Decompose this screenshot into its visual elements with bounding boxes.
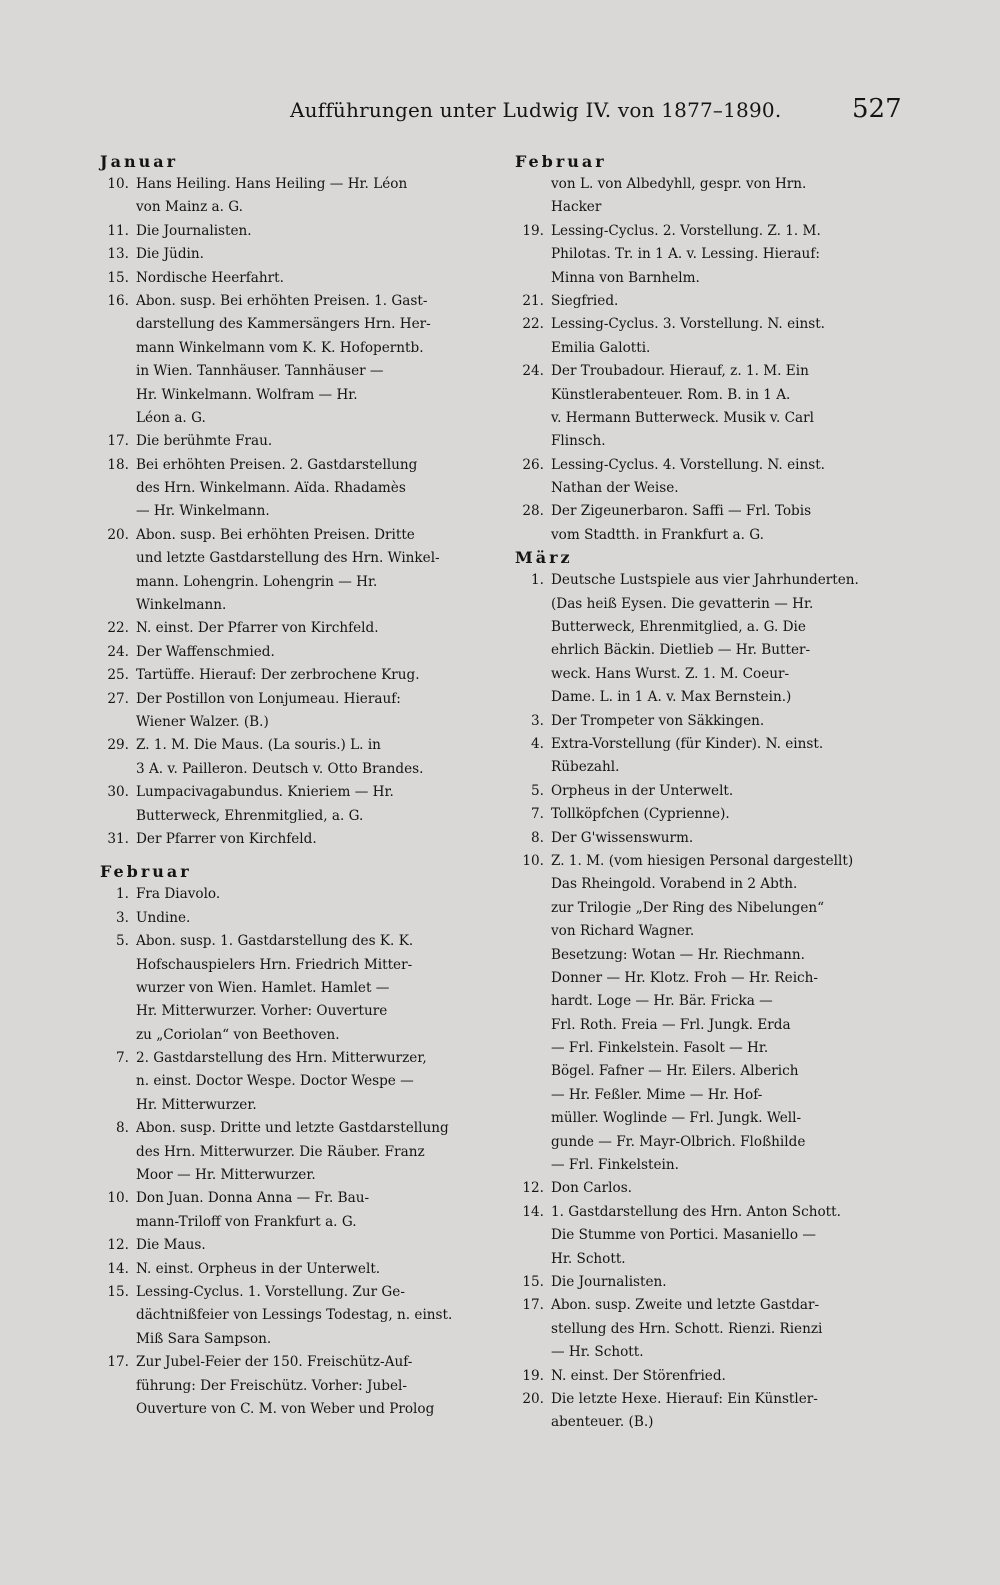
performance-entry (100, 524, 492, 618)
entry-text-line: Bei erhöhten Preisen. 2. Gastdarstellung (136, 456, 418, 473)
performance-entry (100, 883, 492, 906)
performance-entry (515, 1177, 911, 1200)
entry-text-line: Der Troubadour. Hierauf, z. 1. M. Ein (551, 363, 809, 380)
entry-text-line: Abon. susp. Dritte und letzte Gastdarstellung (136, 1120, 449, 1137)
entry-date-number: 10. (522, 852, 544, 869)
entry-text-line: Lessing-Cyclus. 1. Vorstellung. Zur Ge- (136, 1283, 405, 1300)
entry-date-number: 10. (107, 1190, 129, 1207)
entry-text-line: Der Trompeter von Säkkingen. (551, 712, 765, 729)
performance-entry (100, 430, 492, 453)
entry-date-number: 14. (107, 1260, 129, 1277)
performance-entry (100, 641, 492, 664)
entry-text-line: 3 A. v. Pailleron. Deutsch v. Otto Brandes. (136, 760, 424, 777)
performance-entry (515, 173, 911, 220)
entry-date-number: 22. (522, 316, 544, 333)
performance-entry (100, 1258, 492, 1281)
performance-entry (515, 803, 911, 826)
entry-text-line: Orpheus in der Unterwelt. (551, 782, 734, 799)
entry-text-line: — Frl. Finkelstein. Fasolt — Hr. (551, 1040, 769, 1057)
entry-date-number: 30. (107, 784, 129, 801)
entry-text-line: Winkelmann. (136, 597, 227, 614)
entry-text-line: Die Stumme von Portici. Masaniello — (551, 1227, 816, 1244)
entry-date-number: 24. (107, 643, 129, 660)
entry-text-line: Der G'wissenswurm. (551, 829, 694, 846)
entry-text-line: n. einst. Doctor Wespe. Doctor Wespe — (136, 1073, 414, 1090)
entry-text-line: des Hrn. Winkelmann. Aïda. Rhadamès (136, 480, 406, 497)
entry-date-number: 14. (522, 1203, 544, 1220)
entry-text-line: von Mainz a. G. (136, 199, 243, 216)
entry-date-number: 11. (107, 222, 129, 239)
entry-date-number: 24. (522, 363, 544, 380)
entry-text-line: Moor — Hr. Mitterwurzer. (136, 1167, 316, 1184)
entry-date-number: 16. (107, 292, 129, 309)
entry-date-number: 5. (531, 782, 544, 799)
entry-text-line: N. einst. Orpheus in der Unterwelt. (136, 1260, 381, 1277)
entry-text-line: weck. Hans Wurst. Z. 1. M. Coeur- (551, 665, 790, 682)
entry-text-line: Rübezahl. (551, 759, 620, 776)
entry-text-line: Z. 1. M. (vom hiesigen Personal dargestellt) (551, 852, 854, 869)
entry-text-line: Z. 1. M. Die Maus. (La souris.) L. in (136, 737, 381, 754)
performance-entry (515, 313, 911, 360)
entry-text-line: Die berühmte Frau. (136, 433, 273, 450)
performance-entry (515, 569, 911, 709)
entry-text-line: Die Jüdin. (136, 246, 204, 263)
entry-text-line: Emilia Galotti. (551, 339, 651, 356)
entry-text-line: Hans Heiling. Hans Heiling — Hr. Léon (136, 176, 408, 192)
entry-text-line: Lessing-Cyclus. 2. Vorstellung. Z. 1. M. (551, 222, 821, 239)
entry-date-number: 3. (531, 712, 544, 729)
performance-entry (515, 1201, 911, 1271)
entry-text-line: führung: Der Freischütz. Vorher: Jubel- (136, 1377, 407, 1394)
entry-date-number: 28. (522, 503, 544, 520)
entry-date-number: 5. (116, 933, 129, 950)
entry-date-number: 7. (531, 806, 544, 823)
entry-text-line: Fra Diavolo. (136, 886, 221, 903)
performance-entry (100, 1047, 492, 1117)
entry-date-number: 17. (522, 1297, 544, 1314)
entry-text-line: Ouverture von C. M. von Weber und Prolog (136, 1400, 435, 1417)
entry-text-line: Hacker (551, 199, 602, 216)
entry-date-number: 10. (107, 176, 129, 192)
performance-entry (515, 500, 911, 547)
entry-text-line: Lessing-Cyclus. 3. Vorstellung. N. einst. (551, 316, 825, 333)
entry-date-number: 12. (107, 1237, 129, 1254)
performance-entry (515, 733, 911, 780)
entry-text-line: dächtnißfeier von Lessings Todestag, n. einst. (136, 1307, 453, 1324)
performance-entry (100, 290, 492, 430)
entry-text-line: Die Journalisten. (551, 1273, 667, 1290)
month-heading: März (515, 548, 573, 568)
entry-text-line: Der Pfarrer von Kirchfeld. (136, 830, 317, 847)
entry-date-number: 7. (116, 1050, 129, 1067)
entry-text-line: Butterweck, Ehrenmitglied, a. G. (136, 807, 364, 824)
entry-text-line: wurzer von Wien. Hamlet. Hamlet — (136, 979, 390, 996)
performance-entry (515, 360, 911, 454)
entry-text-line: Don Juan. Donna Anna — Fr. Bau- (136, 1190, 370, 1207)
entry-text-line: Butterweck, Ehrenmitglied, a. G. Die (551, 619, 806, 636)
month-heading: Januar (100, 152, 178, 171)
entry-text-line: Hofschauspielers Hrn. Friedrich Mitter- (136, 956, 413, 973)
entry-text-line: des Hrn. Mitterwurzer. Die Räuber. Franz (136, 1143, 425, 1160)
entry-text-line: Hr. Schott. (551, 1250, 626, 1267)
performance-entry (515, 827, 911, 850)
entry-text-line: mann Winkelmann vom K. K. Hofoperntb. (136, 339, 424, 356)
performance-entry (100, 907, 492, 930)
performance-entry (100, 173, 492, 220)
entry-text-line: hardt. Loge — Hr. Bär. Fricka — (551, 993, 773, 1010)
entry-text-line: Miß Sara Sampson. (136, 1330, 272, 1347)
entry-text-line: zu „Coriolan“ von Beethoven. (136, 1026, 340, 1043)
performance-entry (515, 1365, 911, 1388)
entry-text-line: in Wien. Tannhäuser. Tannhäuser — (136, 363, 384, 380)
entry-date-number: 29. (107, 737, 129, 754)
entry-date-number: 19. (522, 222, 544, 239)
entry-text-line: von L. von Albedyhll, gespr. von Hrn. (551, 176, 807, 192)
performance-entry (515, 1271, 911, 1294)
entry-text-line: Die Journalisten. (136, 222, 252, 239)
entry-date-number: 1. (531, 572, 544, 589)
entry-text-line: Der Waffenschmied. (136, 643, 275, 660)
performance-entry (100, 688, 492, 735)
entry-text-line: gunde — Fr. Mayr-Olbrich. Floßhilde (551, 1133, 806, 1150)
entry-date-number: 4. (531, 735, 544, 752)
entry-text-line: Donner — Hr. Klotz. Froh — Hr. Reich- (551, 969, 819, 986)
entry-text-line: v. Hermann Butterweck. Musik v. Carl (551, 409, 814, 426)
entry-text-line: Tollköpfchen (Cyprienne). (551, 806, 730, 823)
entry-text-line: (Das heiß Eysen. Die gevatterin — Hr. (551, 595, 814, 612)
entry-date-number: 20. (522, 1390, 544, 1407)
entry-text-line: N. einst. Der Störenfried. (551, 1367, 726, 1384)
entry-text-line: N. einst. Der Pfarrer von Kirchfeld. (136, 620, 379, 637)
entry-text-line: Bögel. Fafner — Hr. Eilers. Alberich (551, 1063, 799, 1080)
entry-text-line: Abon. susp. 1. Gastdarstellung des K. K. (136, 933, 414, 950)
performance-entry (515, 710, 911, 733)
entry-date-number: 13. (107, 246, 129, 263)
entry-text-line: Tartüffe. Hierauf: Der zerbrochene Krug. (136, 667, 420, 684)
month-heading: Februar (515, 152, 607, 171)
performance-entry (100, 781, 492, 828)
entry-text-line: Extra-Vorstellung (für Kinder). N. einst. (551, 735, 824, 752)
entry-date-number: 17. (107, 433, 129, 450)
entry-text-line: Flinsch. (551, 433, 606, 450)
entry-text-line: zur Trilogie „Der Ring des Nibelungen“ (551, 899, 825, 916)
entry-text-line: 1. Gastdarstellung des Hrn. Anton Schott. (551, 1203, 841, 1220)
entry-text-line: und letzte Gastdarstellung des Hrn. Winkel- (136, 550, 440, 567)
performance-entry (515, 220, 911, 290)
entry-text-line: Wiener Walzer. (B.) (136, 713, 269, 730)
performance-entry (100, 930, 492, 1047)
entry-text-line: müller. Woglinde — Frl. Jungk. Well- (551, 1110, 802, 1127)
entry-text-line: Dame. L. in 1 A. v. Max Bernstein.) (551, 689, 792, 706)
entry-text-line: mann-Triloff von Frankfurt a. G. (136, 1213, 357, 1230)
entry-date-number: 17. (107, 1354, 129, 1371)
performance-entry (100, 267, 492, 290)
entry-text-line: — Hr. Schott. (551, 1344, 644, 1361)
performance-entry (100, 1281, 492, 1351)
entry-text-line: ehrlich Bäckin. Dietlieb — Hr. Butter- (551, 642, 811, 659)
entry-date-number: 8. (116, 1120, 129, 1137)
entry-text-line: Hr. Winkelmann. Wolfram — Hr. (136, 386, 358, 403)
performance-entry (100, 734, 492, 781)
entry-text-line: darstellung des Kammersängers Hrn. Her- (136, 316, 431, 333)
entry-text-line: stellung des Hrn. Schott. Rienzi. Rienzi (551, 1320, 823, 1337)
entry-text-line: Lessing-Cyclus. 4. Vorstellung. N. einst. (551, 456, 825, 473)
running-title: Aufführungen unter Ludwig IV. von 1877–1890. (290, 98, 782, 122)
entry-date-number: 27. (107, 690, 129, 707)
entry-text-line: Besetzung: Wotan — Hr. Riechmann. (551, 946, 805, 963)
entry-date-number: 21. (522, 292, 544, 309)
performance-entry (515, 1388, 911, 1435)
entry-text-line: — Frl. Finkelstein. (551, 1157, 679, 1174)
performance-entry (100, 1234, 492, 1257)
entry-date-number: 15. (107, 269, 129, 286)
entry-date-number: 15. (107, 1283, 129, 1300)
entry-date-number: 1. (116, 886, 129, 903)
entry-text-line: Künstlerabenteuer. Rom. B. in 1 A. (551, 386, 791, 403)
performance-entry (515, 780, 911, 803)
performance-entry (515, 290, 911, 313)
entry-text-line: — Hr. Feßler. Mime — Hr. Hof- (551, 1086, 763, 1103)
entry-text-line: Nathan der Weise. (551, 480, 679, 497)
entry-text-line: Philotas. Tr. in 1 A. v. Lessing. Hierauf: (551, 246, 820, 263)
entry-text-line: Zur Jubel-Feier der 150. Freischütz-Auf- (136, 1354, 413, 1371)
entry-text-line: vom Stadtth. in Frankfurt a. G. (551, 526, 764, 543)
entry-date-number: 8. (531, 829, 544, 846)
entry-date-number: 15. (522, 1273, 544, 1290)
entry-text-line: Abon. susp. Bei erhöhten Preisen. 1. Gast- (136, 292, 428, 309)
month-heading: Februar (100, 862, 192, 882)
entry-date-number: 18. (107, 456, 129, 473)
entry-text-line: Abon. susp. Zweite und letzte Gastdar- (551, 1297, 820, 1314)
entry-text-line: mann. Lohengrin. Lohengrin — Hr. (136, 573, 378, 590)
performance-entry (100, 220, 492, 243)
entry-text-line: Der Zigeunerbaron. Saffi — Frl. Tobis (551, 503, 812, 520)
performance-entry (100, 243, 492, 266)
entry-date-number: 19. (522, 1367, 544, 1384)
entry-text-line: Die letzte Hexe. Hierauf: Ein Künstler- (551, 1390, 818, 1407)
entry-text-line: Undine. (136, 909, 191, 926)
entry-text-line: 2. Gastdarstellung des Hrn. Mitterwurzer, (136, 1050, 427, 1067)
entry-text-line: Lumpacivagabundus. Knieriem — Hr. (136, 784, 394, 801)
left-column (100, 151, 492, 1421)
entry-date-number: 26. (522, 456, 544, 473)
entry-date-number: 22. (107, 620, 129, 637)
entry-text-line: — Hr. Winkelmann. (136, 503, 270, 520)
entry-date-number: 3. (116, 909, 129, 926)
entry-text-line: Hr. Mitterwurzer. Vorher: Ouverture (136, 1003, 388, 1020)
page-number: 527 (852, 94, 902, 124)
performance-entry (100, 664, 492, 687)
entry-text-line: Léon a. G. (136, 409, 206, 426)
performance-entry (100, 828, 492, 851)
entry-text-line: Siegfried. (551, 292, 619, 309)
entry-text-line: Frl. Roth. Freia — Frl. Jungk. Erda (551, 1016, 791, 1033)
performance-entry (100, 617, 492, 640)
entry-date-number: 31. (107, 830, 129, 847)
right-column (515, 151, 911, 1435)
performance-entry (100, 1117, 492, 1187)
entry-text-line: Der Postillon von Lonjumeau. Hierauf: (136, 690, 401, 707)
entry-text-line: abenteuer. (B.) (551, 1414, 654, 1431)
performance-entry (515, 1294, 911, 1364)
entry-text-line: Das Rheingold. Vorabend in 2 Abth. (551, 876, 798, 893)
performance-entry (100, 1351, 492, 1421)
performance-entry (515, 454, 911, 501)
entry-text-line: Minna von Barnhelm. (551, 269, 700, 286)
entry-date-number: 12. (522, 1180, 544, 1197)
entry-text-line: Nordische Heerfahrt. (136, 269, 284, 286)
entry-text-line: Hr. Mitterwurzer. (136, 1096, 257, 1113)
entry-text-line: Abon. susp. Bei erhöhten Preisen. Dritte (136, 526, 415, 543)
performance-entry (515, 850, 911, 1177)
entry-text-line: Die Maus. (136, 1237, 206, 1254)
entry-date-number: 25. (107, 667, 129, 684)
performance-entry (100, 454, 492, 524)
entry-text-line: von Richard Wagner. (551, 923, 695, 940)
entry-date-number: 20. (107, 526, 129, 543)
performance-entry (100, 1187, 492, 1234)
entry-text-line: Don Carlos. (551, 1180, 632, 1197)
entry-text-line: Deutsche Lustspiele aus vier Jahrhunderten. (551, 572, 859, 589)
